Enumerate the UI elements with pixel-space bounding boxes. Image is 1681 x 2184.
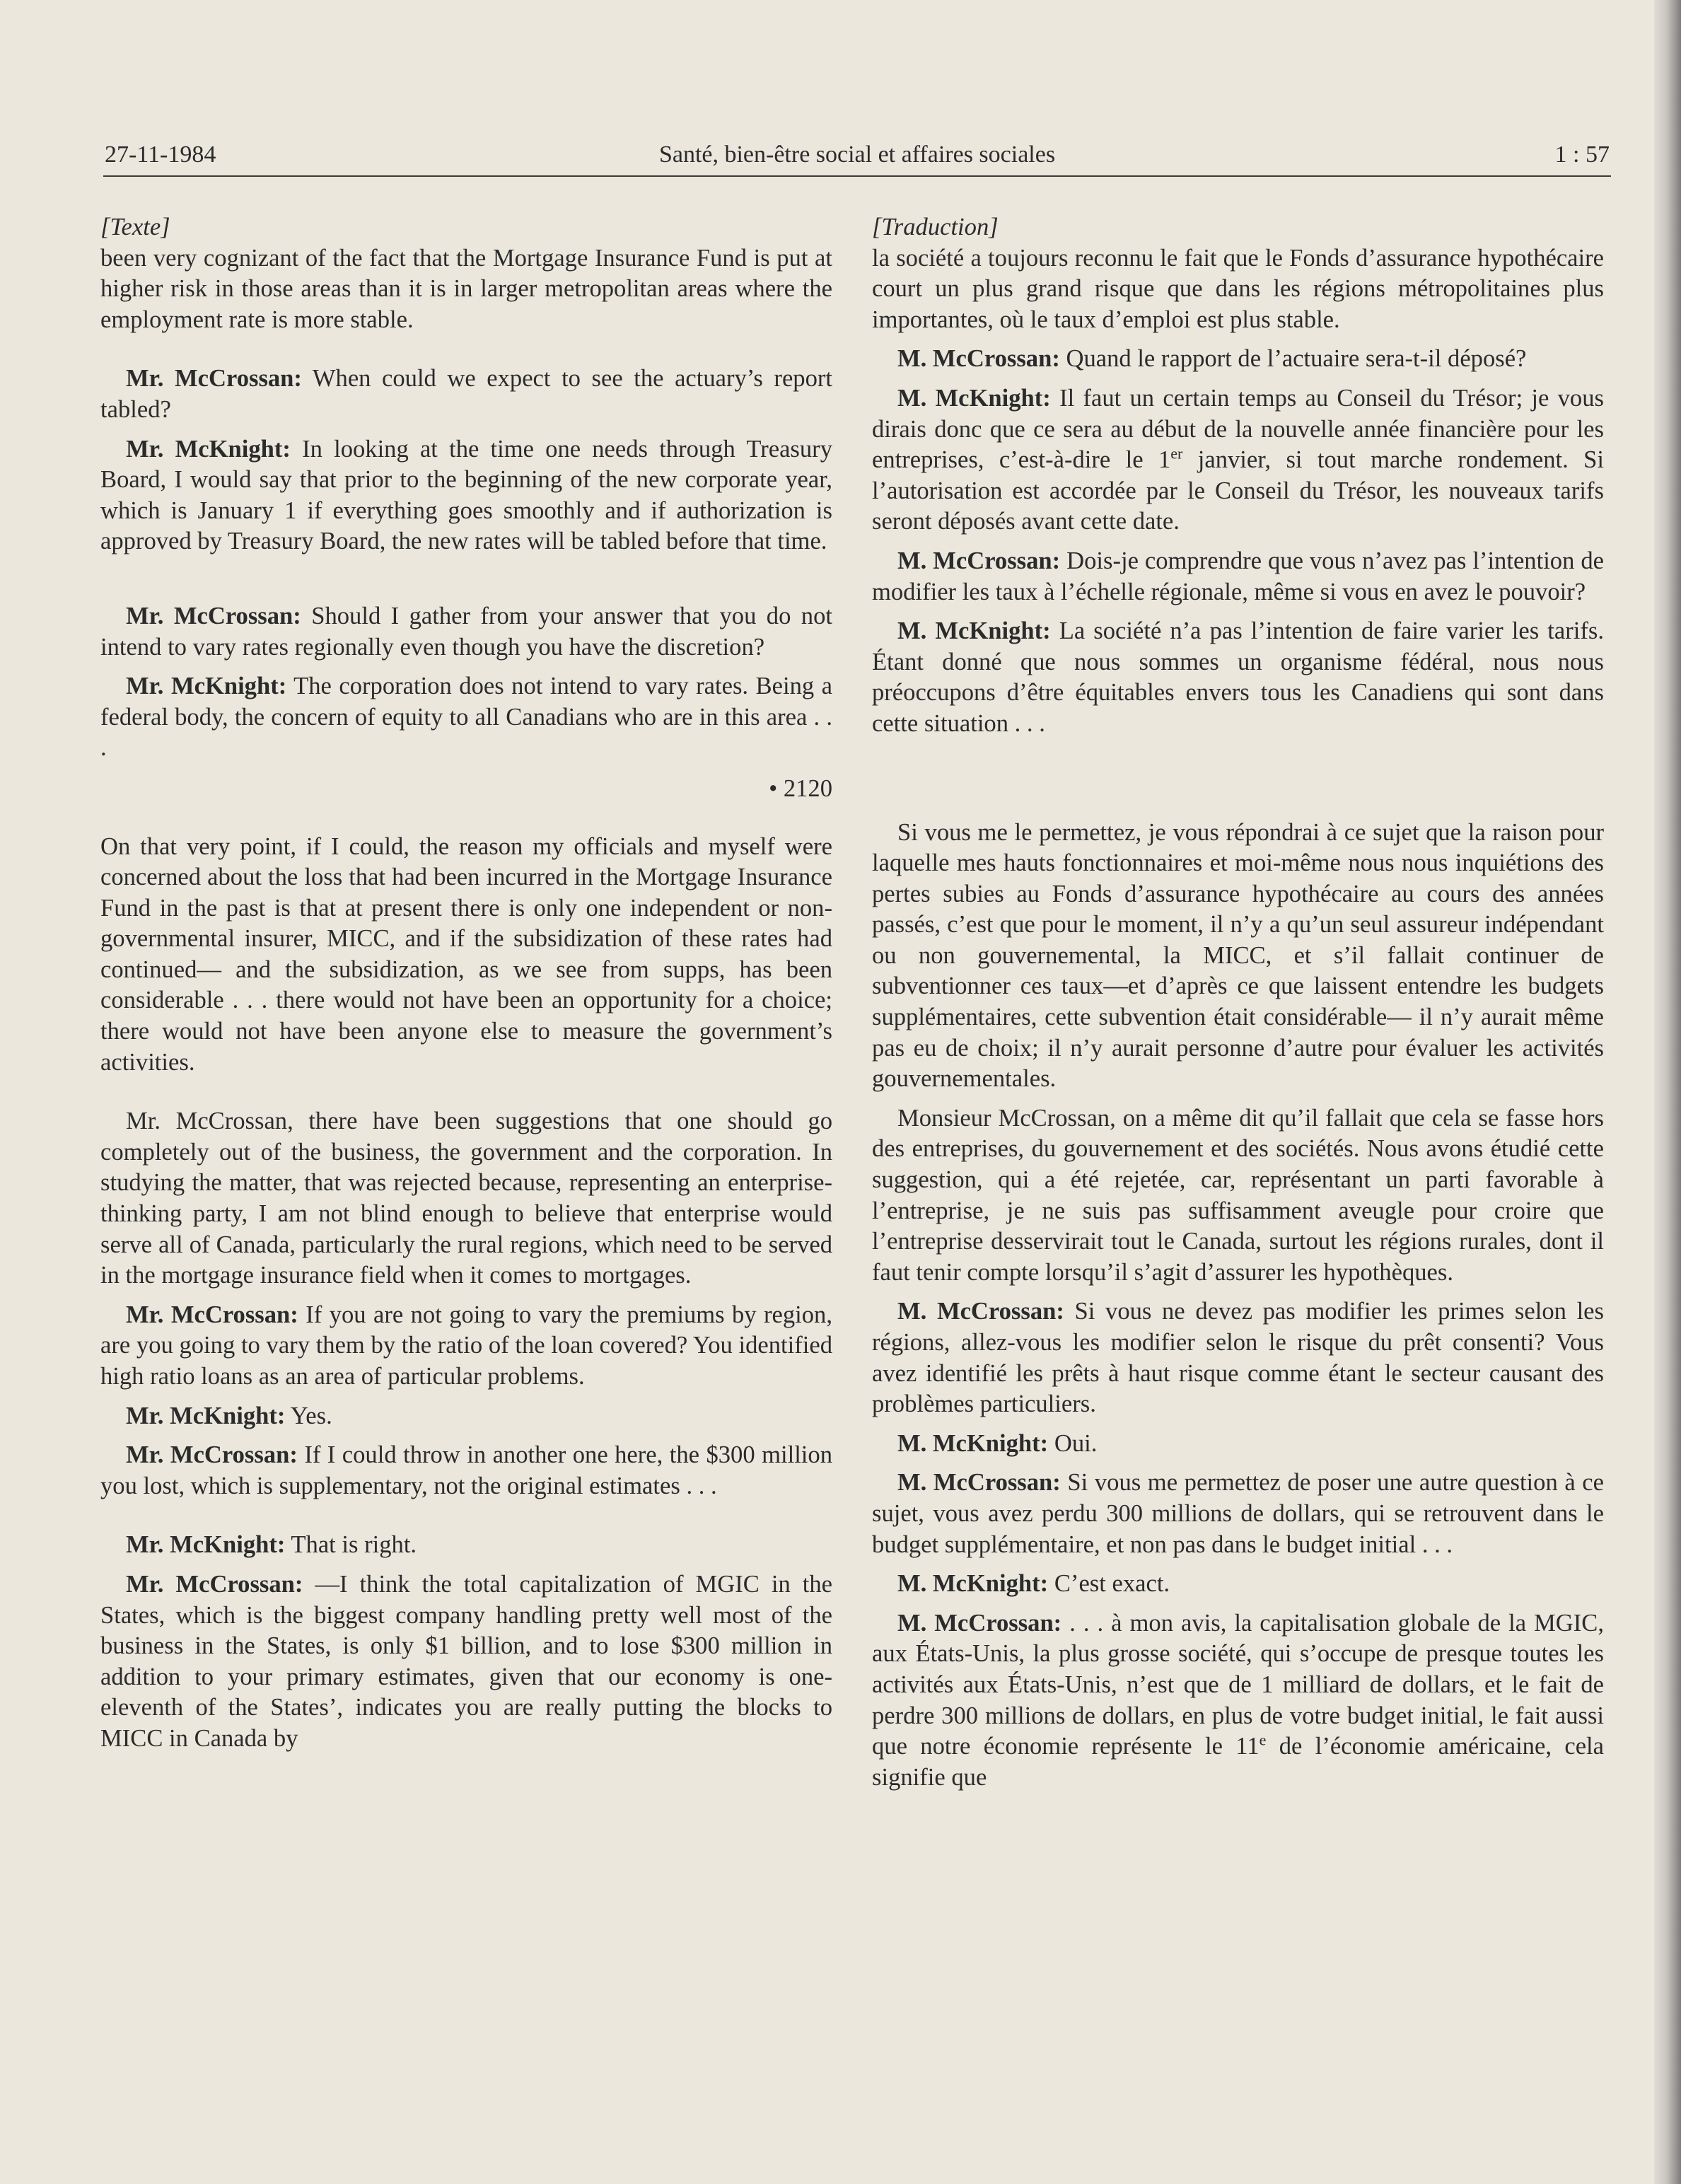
speech-text: Should I gather from your answer that you do not intend to vary rates regionally even though you have the discretion? [100,602,832,661]
speech [100,601,832,663]
speaker: M. McCrossan: [897,1609,1062,1637]
time-marker: • 2120 [769,774,832,802]
speech [100,1569,832,1755]
speech-text: de l’économie américaine, cela signifie que [872,1733,1604,1791]
speech-text: If you are not going to vary the premiums by region, are you going to vary them by the ratio of the loan covered? You identified high ratio loans as an area of particular problems. [100,1301,832,1390]
speaker: M. McKnight: [897,1570,1049,1598]
speech [872,344,1604,375]
speech-text: Il faut un certain temps au Conseil du Trésor; je vous dirais donc que ce sera au début de la nouvelle année financière pour les entreprises, c’est-à-dire le 1 [872,384,1604,474]
speech [872,1608,1604,1794]
speaker: M. McCrossan: [897,345,1060,373]
speech-text: The corporation does not intend to vary rates. Being a federal body, the concern of equity to all Canadians who are in this area . . . [100,673,832,762]
speech [100,364,832,425]
header-date: 27-11-1984 [105,141,216,168]
speech-text: Quand le rapport de l’actuaire sera-t-il déposé? [1066,345,1527,373]
paragraph: On that very point, if I could, the reason my officials and myself were concerned about the loss that had been incurred in the Mortgage Insurance Fund in the past is that at present there is only one independent or non-governmental insurer, MICC, and if the subsidization of these rates had continued— and the subsidization, as we see from supps, has been considerable . . . there would not have been an opportunity for a choice; there would not have been anyone else to measure the government’s activities. [100,832,832,1076]
column-french [872,212,1604,1793]
speech-text: That is right. [291,1531,417,1559]
speech-text: . . . à mon avis, la capitalisation globale de la MGIC, aux États-Unis, la plus grosse société, qui s’occupe de presque toutes les activités aux États-Unis, n’est que de 1 milliard de dollars, et le fait de perdre 300 millions de dollars, en plus de votre budget initial, le fait aussi que notre économie représente le 11 [872,1609,1604,1760]
speech [100,671,832,764]
language-tag: [Traduction] [872,214,999,240]
speech [872,1569,1604,1600]
header-page-number: 1 : 57 [1554,141,1610,168]
speech [100,434,832,557]
speech-text: Si vous ne devez pas modifier les primes selon les régions, allez-vous les modifier selon le risque du prêt consenti? Vous avez identifié les prêts à haut risque comme étant le secteur causant des problèmes particuliers. [872,1298,1604,1418]
speaker: Mr. McKnight: [126,1531,286,1559]
speech-text: Dois-je comprendre que vous n’avez pas l’intention de modifier les taux à l’échelle régionale, même si vous en avez le pouvoir? [872,547,1604,605]
speech-text: C’est exact. [1054,1570,1170,1598]
speaker: M. McCrossan: [897,1298,1064,1325]
speech-text: When could we expect to see the actuary’s report tabled? [100,365,832,423]
speech-text: Si vous me permettez de poser une autre question à ce sujet, vous avez perdu 300 millions de dollars, qui se retrouvent dans le budget supplémentaire, et non pas dans le budget initial . . . [872,1469,1604,1558]
speaker: M. McKnight: [897,1429,1049,1457]
speech [100,1440,832,1502]
paragraph: been very cognizant of the fact that the Mortgage Insurance Fund is put at higher risk in those areas than it is in larger metropolitan areas where the employment rate is more stable. [100,244,832,333]
speech [872,1296,1604,1419]
header-title: Santé, bien-être social et affaires sociales [658,141,1056,168]
speaker: M. McCrossan: [897,547,1061,574]
speaker: Mr. McCrossan: [126,1301,298,1328]
speech [872,1429,1604,1460]
paragraph: Monsieur McCrossan, on a même dit qu’il fallait que cela se fasse hors des entreprises, du gouvernement et des sociétés. Nous avons étudié cette suggestion, qui a été rejetée, car, représentant un parti favorable à l’entreprise, je ne suis pas suffisamment aveugle pour croire que l’entreprise desservirait tout le Canada, surtout les régions rurales, dont il faut tenir compte lorsqu’il s’agit d’assurer les hypothèques. [872,1104,1604,1286]
language-tag: [Texte] [100,214,170,240]
speech-text: janvier, si tout marche rondement. Si l’autorisation est accordée par le Conseil du Trésor, les nouveaux tarifs seront déposés avant cette date. [872,446,1604,535]
speaker: Mr. McKnight: [126,1402,286,1429]
paragraph: Mr. McCrossan, there have been suggestions that one should go completely out of the business, the government and the corporation. In studying the matter, that was rejected because, representing an enterprise-thinking party, I am not blind enough to believe that enterprise would serve all of Canada, particularly the rural regions, which need to be served in the mortgage insurance field when it comes to mortgages. [100,1108,832,1289]
speaker: Mr. McKnight: [126,435,291,463]
speech [872,546,1604,608]
speech [100,1401,832,1432]
paragraph: Si vous me le permettez, je vous répondrai à ce sujet que la raison pour laquelle mes hauts fonctionnaires et moi-même nous nous inquiétions des pertes subies au Fonds d’assurance hypothécaire au cours des années passés, c’est que pour le moment, il n’y a qu’un seul assureur indépendant ou non gouvernemental, la MICC, et s’il fallait continuer de subventionner ces taux—et d’après ce que laissent entendre les budgets supplémentaires, cette subvention était considérable— il n’y aurait même pas eu de choix; il n’y aurait personne d’autre pour évaluer les activités gouvernementales. [872,818,1604,1093]
speaker: Mr. McCrossan: [126,365,302,393]
column-english [100,212,832,1755]
page-edge-shadow [1654,0,1681,2184]
speech-text: Oui. [1054,1429,1098,1457]
speech-text: If I could throw in another one here, the $300 million you lost, which is supplementary, not the original estimates . . . [100,1441,832,1499]
superscript: e [1259,1731,1267,1749]
speech [872,383,1604,538]
speaker: Mr. McCrossan: [126,1441,298,1469]
speech [100,1300,832,1393]
paragraph: la société a toujours reconnu le fait que le Fonds d’assurance hypothécaire court un plus grand risque que dans les régions métropolitaines plus importantes, où le taux d’emploi est plus stable. [872,244,1604,333]
superscript: er [1170,444,1183,463]
speech-text: —I think the total capitalization of MGIC in the States, which is the biggest company handling pretty well most of the business in the States, is only $1 billion, and to lose $300 million in addition to your primary estimates, given that our economy is one-eleventh of the States’, indicates you are really putting the blocks to MICC in Canada by [100,1570,833,1752]
speech [872,1468,1604,1560]
speech [872,616,1604,739]
speech-text: In looking at the time one needs through Treasury Board, I would say that prior to the beginning of the new corporate year, which is January 1 if everything goes smoothly and if authorization is approved by Treasury Board, the new rates will be tabled before that time. [100,435,832,555]
speech-text: La société n’a pas l’intention de faire varier les tarifs. Étant donné que nous sommes un organisme fédéral, nous nous préoccupons d’être équitables envers tous les Canadiens qui sont dans cette situation . . . [872,617,1604,737]
speech [100,1530,832,1561]
speaker: M. McKnight: [897,617,1051,645]
speaker: M. McKnight: [897,384,1051,412]
speaker: Mr. McKnight: [126,673,287,700]
speaker: M. McCrossan: [897,1469,1061,1497]
running-header [103,139,1611,177]
speaker: Mr. McCrossan: [126,1570,303,1598]
speaker: Mr. McCrossan: [126,602,301,629]
speech-text: Yes. [290,1402,332,1429]
